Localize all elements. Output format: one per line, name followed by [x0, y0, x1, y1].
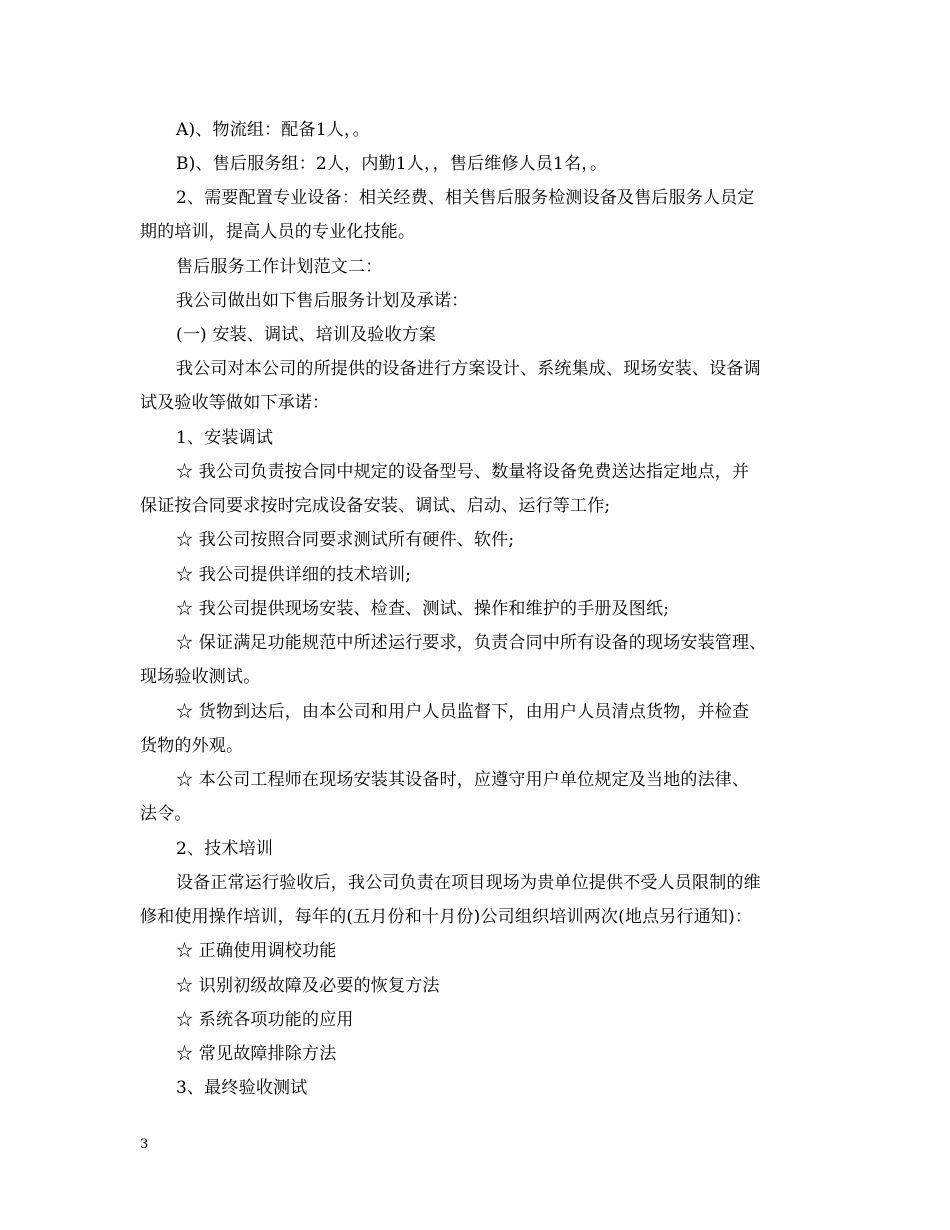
paragraph-line: 设备正常运行验收后，我公司负责在项目现场为贵单位提供不受人员限制的维: [176, 873, 761, 893]
list-item: ☆ 识别初级故障及必要的恢复方法: [176, 976, 440, 996]
list-item: ☆ 保证满足功能规范中所述运行要求，负责合同中所有设备的现场安装管理、: [176, 633, 767, 653]
section-heading: 3、最终验收测试: [176, 1078, 308, 1098]
paragraph-line: 我公司做出如下售后服务计划及承诺：: [176, 291, 469, 311]
list-item: ☆ 我公司按照合同要求测试所有硬件、软件;: [176, 530, 515, 550]
section-heading: 售后服务工作计划范文二：: [176, 257, 383, 277]
paragraph-line: A)、物流组：配备1人，。: [176, 120, 370, 140]
list-item: ☆ 货物到达后，由本公司和用户人员监督下，由用户人员清点货物，并检查: [176, 702, 750, 722]
paragraph-line: 2、需要配置专业设备：相关经费、相关售后服务检测设备及售后服务人员定: [176, 188, 755, 208]
section-heading: (一) 安装、调试、培训及验收方案: [176, 325, 437, 345]
list-item: ☆ 我公司提供详细的技术培训;: [176, 565, 412, 585]
list-item: ☆ 常见故障排除方法: [176, 1044, 337, 1064]
list-item-continuation: 保证按合同要求按时完成设备安装、调试、启动、运行等工作;: [140, 496, 611, 516]
list-item-continuation: 现场验收测试。: [140, 667, 261, 687]
list-item-continuation: 货物的外观。: [140, 736, 244, 756]
paragraph-line: B)、售后服务组：2人，内勤1人，，售后维修人员1名，。: [176, 154, 608, 174]
list-item: ☆ 我公司提供现场安装、检查、测试、操作和维护的手册及图纸;: [176, 599, 670, 619]
list-item: ☆ 正确使用调校功能: [176, 941, 337, 961]
paragraph-line: 试及验收等做如下承诺：: [140, 393, 330, 413]
list-item: ☆ 系统各项功能的应用: [176, 1010, 354, 1030]
list-item: ☆ 本公司工程师在现场安装其设备时，应遵守用户单位规定及当地的法律、: [176, 770, 750, 790]
section-heading: 2、技术培训: [176, 839, 274, 859]
page-number: 3: [140, 1137, 149, 1152]
paragraph-line: 修和使用操作培训，每年的(五月份和十月份)公司组织培训两次(地点另行通知)：: [140, 907, 753, 927]
paragraph-line: 我公司对本公司的所提供的设备进行方案设计、系统集成、现场安装、设备调: [176, 359, 761, 379]
paragraph-line: 期的培训，提高人员的专业化技能。: [140, 222, 416, 242]
list-item-continuation: 法令。: [140, 804, 192, 824]
list-item: ☆ 我公司负责按合同中规定的设备型号、数量将设备免费送达指定地点，并: [176, 462, 750, 482]
section-heading: 1、安装调试: [176, 428, 274, 448]
